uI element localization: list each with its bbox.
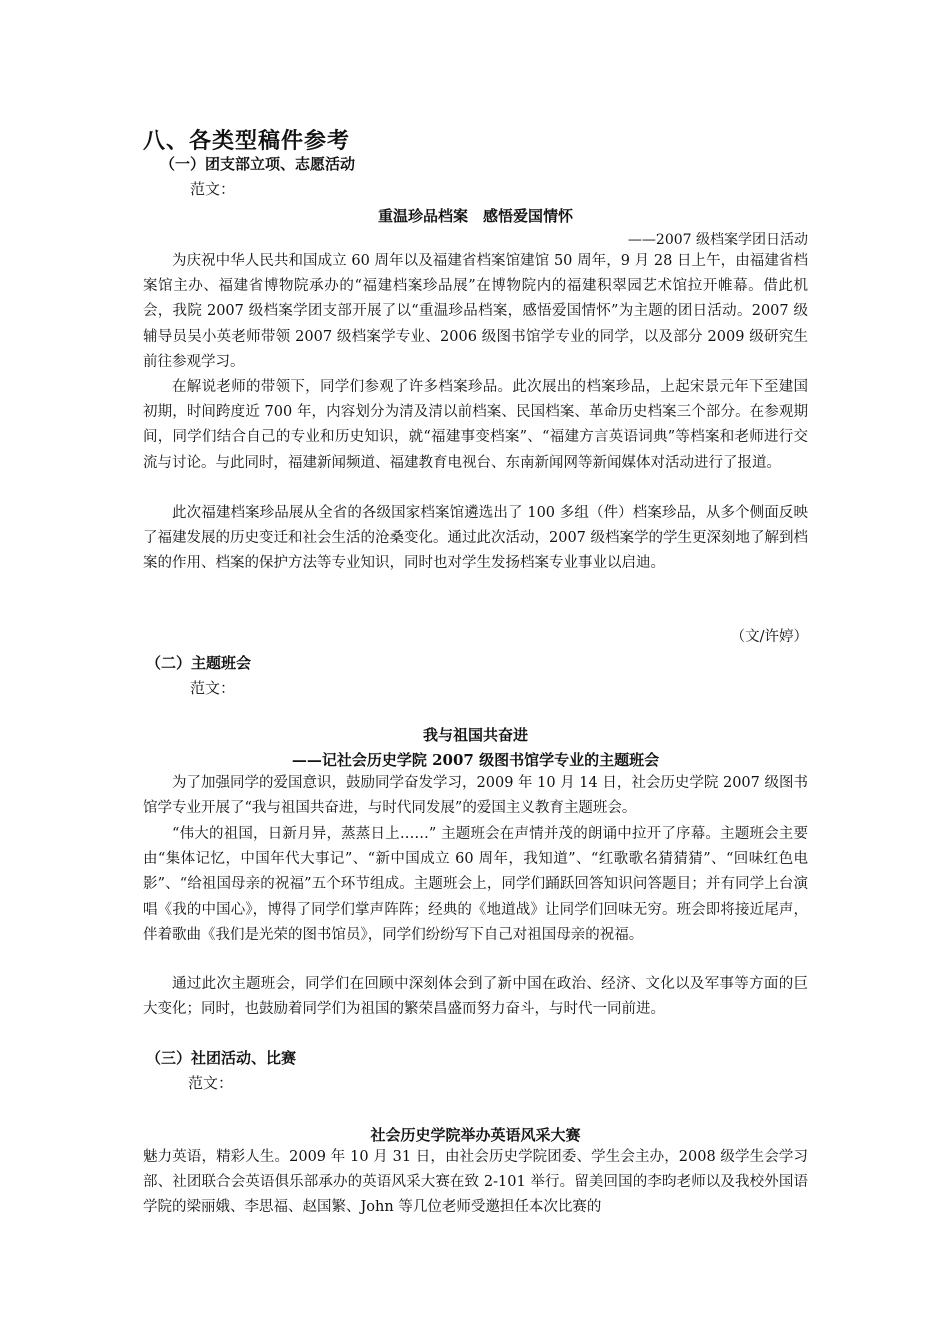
article-2-paragraph-3: 通过此次主题班会，同学们在回顾中深刻体会到了新中国在政治、经济、文化以及军事等方面的巨大变化；同时，也鼓励着同学们为祖国的繁荣昌盛而努力奋斗，与时代一同前进。 — [143, 976, 808, 1018]
sample-label-1: 范文： — [190, 180, 236, 198]
section-heading-2: （二）主题班会 — [146, 654, 252, 672]
article-subtitle-2: ——记社会历史学院 2007 级图书馆学专业的主题班会 — [291, 751, 660, 769]
article-1-paragraph-1: 为庆祝中华人民共和国成立 60 周年以及福建省档案馆建馆 50 周年，9 月 28 日上午，由福建省档案馆主办、福建省博物院承办的“福建档案珍品展”在博物院内的福建积翠园艺术馆拉开帷幕。借此机会，我院 2007 级档案学团支部开展了以“重温珍品档案，感悟爱国情怀”为主题的团日活动。2007 级辅导员吴小英老师带领 2007 级档案学专业、2006 级图书馆学专业的同学，以及部分 2009 级研究生前往参观学习。 — [143, 253, 808, 370]
article-title-1: 重温珍品档案 感悟爱国情怀 — [377, 207, 573, 225]
article-1-paragraph-3: 此次福建档案珍品展从全省的各级国家档案馆遴选出了 100 多组（件）档案珍品，从多个侧面反映了福建发展的历史变迁和社会生活的沧桑变化。通过此次活动，2007 级档案学的学生更深刻地了解到档案的作用、档案的保护方法等专业知识，同时也对学生发扬档案专业事业以启迪。 — [143, 505, 809, 572]
article-title-2: 我与祖国共奋进 — [422, 726, 528, 744]
article-author-1: （文/许婷） — [730, 629, 808, 645]
article-2-paragraph-1: 为了加强同学的爱国意识，鼓励同学奋发学习，2009 年 10 月 14 日，社会历史学院 2007 级图书馆学专业开展了“我与祖国共奋进，与时代同发展”的爱国主义教育主题班会。 — [143, 775, 808, 817]
sample-label-3: 范文： — [188, 1074, 234, 1092]
section-heading-3: （三）社团活动、比赛 — [146, 1049, 297, 1067]
main-heading: 八、各类型稿件参考 — [143, 129, 351, 154]
article-2-paragraph-2: “伟大的祖国，日新月异，蒸蒸日上……” 主题班会在声情并茂的朗诵中拉开了序幕。主题班会主要由“集体记忆，中国年代大事记”、“新中国成立 60 周年，我知道”、“红歌歌名猜猜猜”、“回味红色电影”、“给祖国母亲的祝福”五个环节组成。主题班会上，同学们踊跃回答知识问答题目；并有同学上台演唱《我的中国心》，博得了同学们掌声阵阵；经典的《地道战》让同学们回味无穷。班会即将接近尾声，伴着歌曲《我们是光荣的图书馆员》，同学们纷纷写下自己对祖国母亲的祝福。 — [143, 826, 808, 943]
article-3-paragraph-1: 魅力英语，精彩人生。2009 年 10 月 31 日，由社会历史学院团委、学生会主办，2008 级学生会学习部、社团联合会英语俱乐部承办的英语风采大赛在致 2-101 举行。留美回国的李昀老师以及我校外国语学院的梁丽娥、李思福、赵国繁、John 等几位老师受邀担任本次比赛的 — [143, 1149, 808, 1216]
article-1-paragraph-2: 在解说老师的带领下，同学们参观了许多档案珍品。此次展出的档案珍品，上起宋景元年下至建国初期，时间跨度近 700 年，内容划分为清及清以前档案、民国档案、革命历史档案三个部分。在参观期间，同学们结合自己的专业和历史知识，就“福建事变档案”、“福建方言英语词典”等档案和老师进行交流与讨论。与此同时，福建新闻频道、福建教育电视台、东南新闻网等新闻媒体对活动进行了报道。 — [143, 379, 808, 471]
section-heading-1: （一）团支部立项、志愿活动 — [160, 155, 356, 173]
article-byline-1: ——2007 级档案学团日活动 — [627, 232, 808, 248]
article-title-3: 社会历史学院举办英语风采大赛 — [370, 1126, 581, 1144]
sample-label-2: 范文： — [190, 679, 236, 697]
